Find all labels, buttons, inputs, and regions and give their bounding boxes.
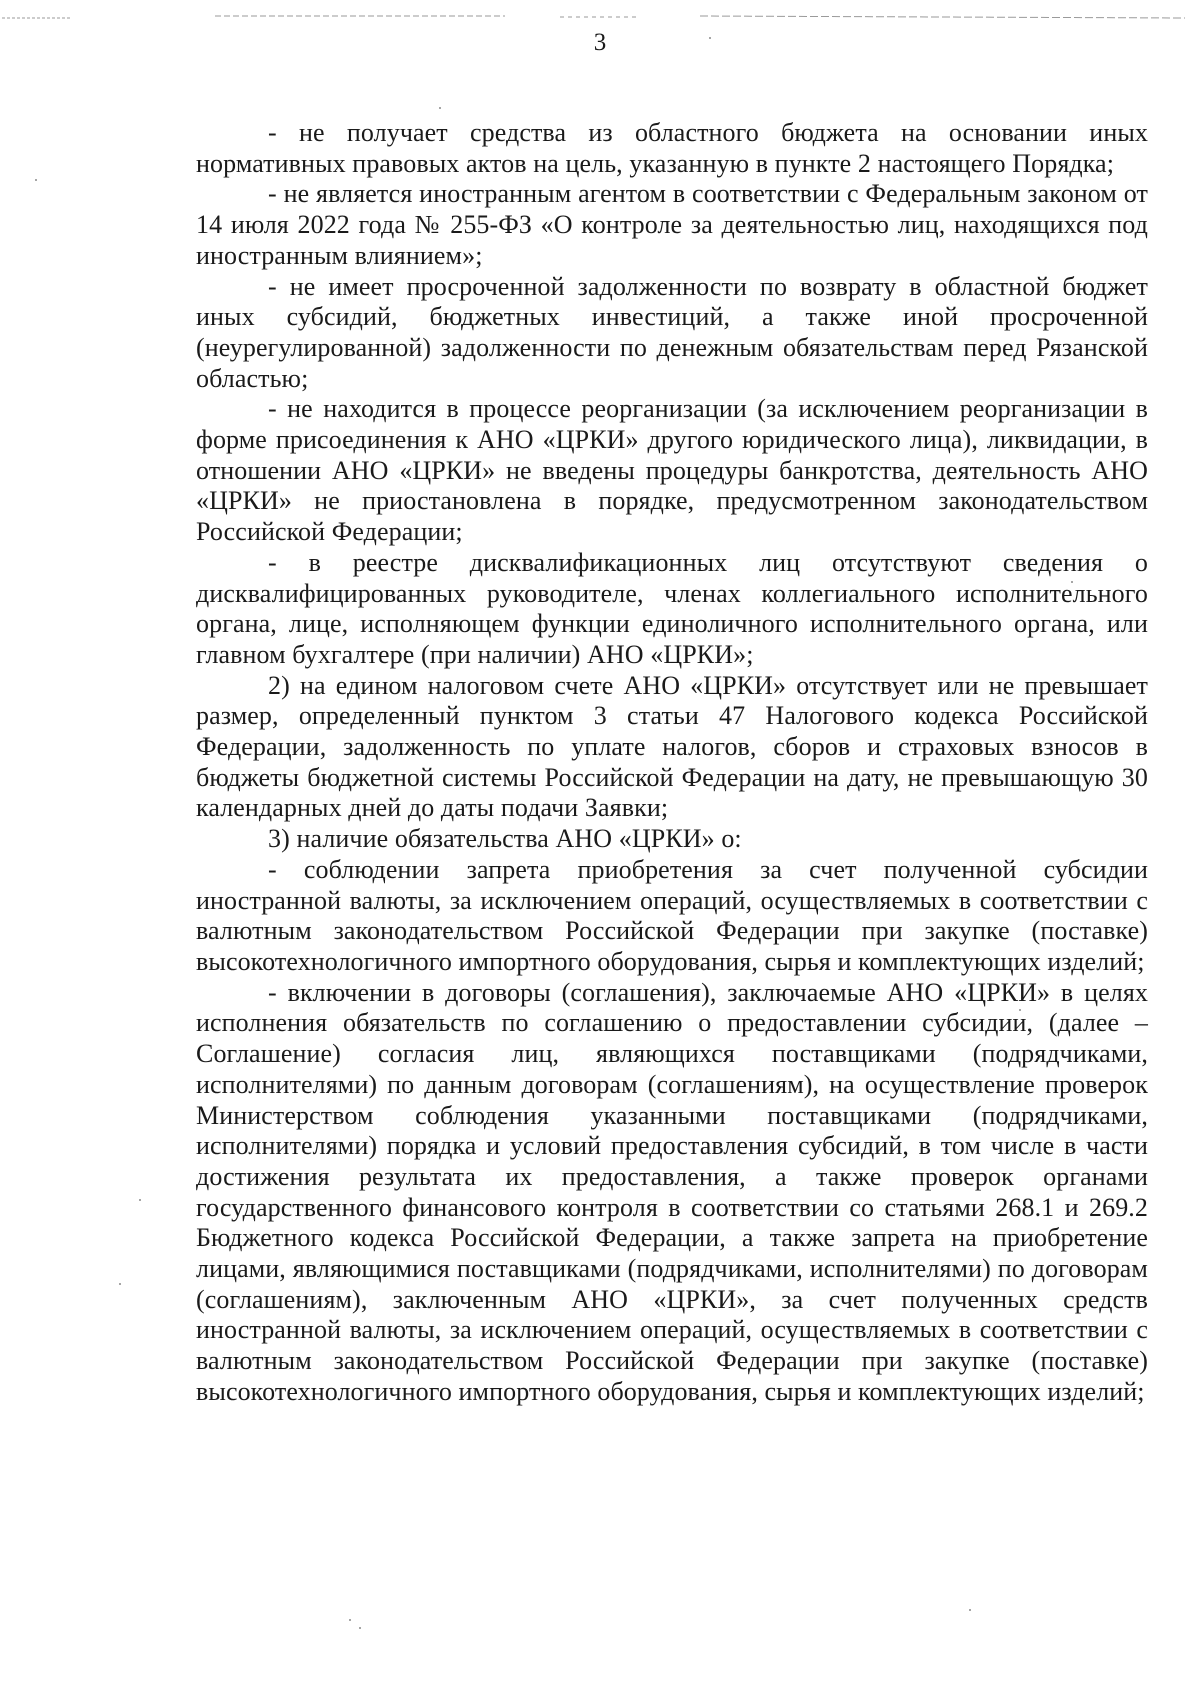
paragraph-no-overdue-debt: - не имеет просроченной задолженности по возврату в областной бюджет иных субсидий, бюджетных инвестиций, а также иной просроченной (неурегулированной) задолженности по денежным обязательствам перед Рязанской областью; (196, 271, 1148, 393)
document-body (196, 118, 1148, 1408)
page-number: 3 (593, 29, 607, 56)
paragraph-no-reorganization: - не находится в процессе реорганизации (за исключением реорганизации в форме присоединения к АНО «ЦРКИ» другого юридического лица), ликвидации, в отношении АНО «ЦРКИ» не введены процедуры банкротства, деятельность АНО «ЦРКИ» не приостановлена в порядке, предусмотренном законодательством Российской Федерации; (196, 394, 1148, 547)
paragraph-not-foreign-agent: - не является иностранным агентом в соответствии с Федеральным законом от 14 июля 2022 года № 255-ФЗ «О контроле за деятельностью лиц, находящихся под иностранным влиянием»; (196, 179, 1148, 270)
paragraph-obligation-intro: 3) наличие обязательства АНО «ЦРКИ» о: (268, 824, 742, 854)
paragraph-contracts-consent: - включении в договоры (соглашения), заключаемые АНО «ЦРКИ» в целях исполнения обязательств по соглашению о предоставлении субсидии, (далее – Соглашение) согласия лиц, являющихся поставщиками (подрядчиками, исполнителями) по данным договорам (соглашениям), на осуществление проверок Министерством соблюдения указанными поставщиками (подрядчиками, исполнителями) порядка и условий предоставления субсидий, в том числе в части достижения результата их предоставления, а также проверок органами государственного финансового контроля в соответствии со статьями 268.1 и 269.2 Бюджетного кодекса Российской Федерации, а также запрета на приобретение лицами, являющимися поставщиками (подрядчиками, исполнителями) по договорам (соглашениям), заключенным АНО «ЦРКИ», за счет полученных средств иностранной валюты, за исключением операций, осуществляемых в соответствии с валютным законодательством Российской Федерации при закупке (поставке) высокотехнологичного импортного оборудования, сырья и комплектующих изделий; (196, 977, 1148, 1406)
paragraph-disqualified-persons: - в реестре дисквалификационных лиц отсутствуют сведения о дисквалифицированных руководителе, членах коллегиального исполнительного органа, лице, исполняющем функции единоличного исполнительного органа, или главном бухгалтере (при наличии) АНО «ЦРКИ»; (196, 547, 1148, 669)
paragraph-currency-ban: - соблюдении запрета приобретения за счет полученной субсидии иностранной валюты, за исключением операций, осуществляемых в соответствии с валютным законодательством Российской Федерации при закупке (поставке) высокотехнологичного импортного оборудования, сырья и комплектующих изделий; (196, 854, 1148, 976)
paragraph-tax-account: 2) на едином налоговом счете АНО «ЦРКИ» отсутствует или не превышает размер, определенный пунктом 3 статьи 47 Налогового кодекса Российской Федерации, задолженность по уплате налогов, сборов и страховых взносов в бюджеты бюджетной системы Российской Федерации на дату, не превышающую 30 календарных дней до даты подачи Заявки; (196, 670, 1148, 823)
paragraph-no-other-budget-funds: - не получает средства из областного бюджета на основании иных нормативных правовых актов на цель, указанную в пункте 2 настоящего Порядка; (196, 118, 1148, 178)
